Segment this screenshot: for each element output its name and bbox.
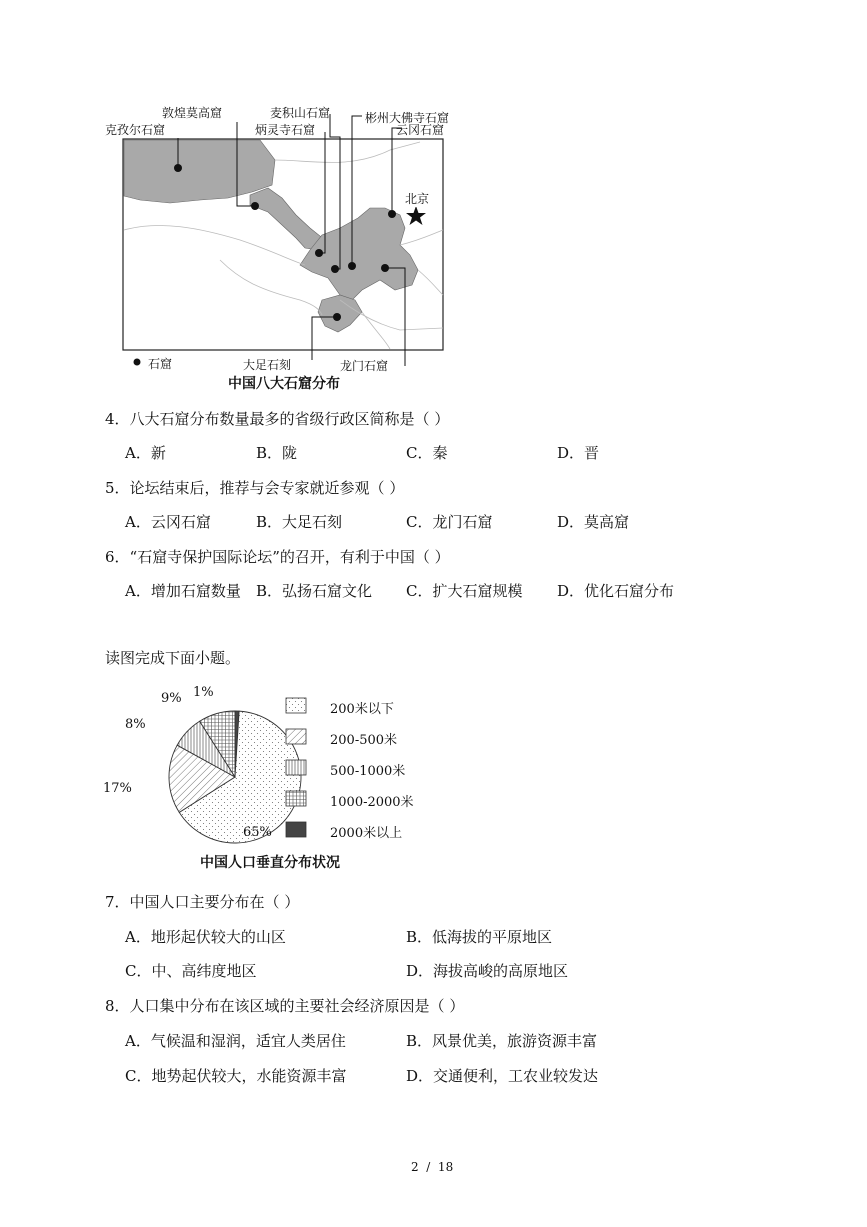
q8-option-c[interactable]: C．地势起伏较大，水能资源丰富 (125, 1067, 347, 1085)
label-binglingsi: 炳灵寺石窟 (255, 123, 316, 137)
q5-option-c[interactable]: C．龙门石窟 (406, 513, 493, 531)
label-longmen: 龙门石窟 (340, 359, 389, 373)
q5-option-b[interactable]: B．大足石刻 (256, 513, 343, 531)
q4-option-a[interactable]: A．新 (125, 444, 166, 462)
pie-label-9: 9% (161, 691, 182, 706)
pie-label-8: 8% (125, 717, 146, 732)
q7-option-b[interactable]: B．低海拔的平原地区 (406, 928, 553, 946)
q5-option-d[interactable]: D．莫高窟 (557, 513, 630, 531)
pie-label-17: 17% (103, 781, 132, 796)
grotto-map-figure (100, 100, 480, 400)
legend-label-4: 2000米以上 (330, 826, 403, 841)
label-beijing: 北京 (405, 192, 430, 206)
label-kezier: 克孜尔石窟 (105, 123, 166, 137)
page-number: 2 / 18 (411, 1160, 454, 1174)
q7-option-c[interactable]: C．中、高纬度地区 (125, 962, 257, 980)
legend-swatch-0 (286, 698, 306, 713)
q8-option-b[interactable]: B．风景优美，旅游资源丰富 (406, 1032, 598, 1050)
intro-text: 读图完成下面小题。 (105, 649, 241, 667)
legend-label-2: 500-1000米 (330, 764, 406, 779)
question-5: 5．论坛结束后，推荐与会专家就近参观（ ） (105, 479, 405, 497)
label-dazu: 大足石刻 (243, 358, 292, 372)
q4-option-c[interactable]: C．秦 (406, 444, 448, 462)
q6-option-b[interactable]: B．弘扬石窟文化 (256, 582, 373, 600)
pie-caption: 中国人口垂直分布状况 (200, 855, 340, 871)
legend-swatch-4 (286, 822, 306, 837)
label-yungang: 云冈石窟 (396, 123, 445, 137)
legend-swatches (285, 697, 309, 847)
pie-label-65: 65% (243, 825, 272, 840)
population-pie-figure (100, 680, 430, 880)
label-maijishan: 麦积山石窟 (270, 106, 331, 120)
question-6: 6．“石窟寺保护国际论坛”的召开，有利于中国（ ） (105, 548, 450, 566)
question-8: 8．人口集中分布在该区域的主要社会经济原因是（ ） (105, 997, 465, 1015)
q4-option-b[interactable]: B．陇 (256, 444, 298, 462)
map-legend-label: 石窟 (148, 357, 173, 371)
pie-label-1: 1% (193, 685, 214, 700)
q4-option-d[interactable]: D．晋 (557, 444, 600, 462)
q8-option-a[interactable]: A．气候温和湿润，适宜人类居住 (125, 1032, 346, 1050)
question-4: 4．八大石窟分布数量最多的省级行政区简称是（ ） (105, 410, 450, 428)
legend-swatch-1 (286, 729, 306, 744)
pie-legend (285, 697, 430, 857)
q7-option-a[interactable]: A．地形起伏较大的山区 (125, 928, 286, 946)
question-7: 7．中国人口主要分布在（ ） (105, 893, 300, 911)
q7-option-d[interactable]: D．海拔高峻的高原地区 (406, 962, 569, 980)
legend-label-0: 200米以下 (330, 702, 394, 717)
legend-swatch-2 (286, 760, 306, 775)
q6-option-a[interactable]: A．增加石窟数量 (125, 582, 241, 600)
legend-label-1: 200-500米 (330, 733, 398, 748)
legend-label-3: 1000-2000米 (330, 795, 414, 810)
label-dunhuang: 敦煌莫高窟 (162, 106, 223, 120)
q8-option-d[interactable]: D．交通便利，工农业较发达 (406, 1067, 599, 1085)
label-binzhou: 彬州大佛寺石窟 (365, 111, 450, 125)
map-caption: 中国八大石窟分布 (228, 376, 340, 392)
q5-option-a[interactable]: A．云冈石窟 (125, 513, 211, 531)
q6-option-c[interactable]: C．扩大石窟规模 (406, 582, 523, 600)
q6-option-d[interactable]: D．优化石窟分布 (557, 582, 675, 600)
legend-swatch-3 (286, 791, 306, 806)
